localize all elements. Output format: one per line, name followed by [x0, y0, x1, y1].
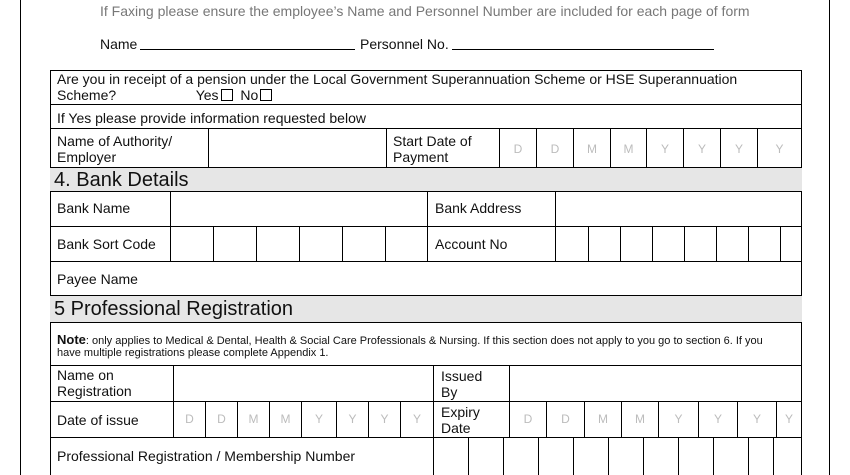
sort-code-cell[interactable]: [256, 226, 299, 261]
pension-question-cont: Scheme?: [57, 87, 117, 103]
expiry-date-cell[interactable]: Y: [698, 401, 737, 437]
issue-date-cell[interactable]: Y: [368, 401, 400, 437]
expiry-date-label-cont: Date: [441, 420, 471, 436]
start-date-cell[interactable]: D: [499, 129, 536, 168]
bank-name-label: Bank Name: [57, 200, 131, 216]
start-date-cell[interactable]: M: [610, 129, 646, 168]
fax-instruction: If Faxing please ensure the employee’s Name and Personnel Number are included for each page of form: [100, 3, 750, 19]
issue-date-cell[interactable]: Y: [301, 401, 336, 437]
if-yes-instruction: If Yes please provide information requested below: [57, 110, 366, 126]
start-date-cell[interactable]: Y: [646, 129, 683, 168]
membership-number-cell[interactable]: [713, 437, 748, 475]
issue-date-cell[interactable]: M: [269, 401, 301, 437]
membership-number-cell[interactable]: [748, 437, 773, 475]
start-date-cell[interactable]: Y: [757, 129, 801, 168]
bank-details-heading: 4. Bank Details: [50, 168, 802, 191]
account-number-cell[interactable]: [620, 226, 652, 261]
expiry-date-cell[interactable]: M: [584, 401, 621, 437]
sort-code-label: Bank Sort Code: [57, 236, 156, 252]
expiry-date-cell[interactable]: D: [546, 401, 584, 437]
expiry-date-label: Expiry: [441, 404, 480, 420]
name-on-registration-label: Name on: [57, 367, 114, 383]
bank-address-label: Bank Address: [435, 200, 522, 216]
membership-number-cell[interactable]: [678, 437, 713, 475]
membership-number-cell[interactable]: [643, 437, 678, 475]
start-date-cell[interactable]: Y: [683, 129, 720, 168]
authority-label: Name of Authority/: [57, 133, 173, 149]
membership-number-label: Professional Registration / Membership Number: [57, 448, 356, 464]
start-date-cell[interactable]: M: [573, 129, 610, 168]
payee-name-field[interactable]: [170, 262, 801, 295]
personnel-number-field[interactable]: [452, 36, 714, 50]
sort-code-cell[interactable]: [342, 226, 385, 261]
payee-name-label: Payee Name: [57, 271, 138, 287]
expiry-date-cell[interactable]: Y: [776, 401, 801, 437]
sort-code-cell[interactable]: [213, 226, 256, 261]
start-date-label-cont: Payment: [393, 149, 449, 165]
authority-label-cont: Employer: [57, 149, 117, 165]
sort-code-cell[interactable]: [170, 226, 213, 261]
sort-code-cell[interactable]: [299, 226, 342, 261]
yes-label: Yes: [195, 87, 219, 103]
expiry-date-cell[interactable]: Y: [737, 401, 776, 437]
professional-registration-heading: 5 Professional Registration: [50, 296, 802, 322]
note-label: Note: [57, 332, 86, 347]
date-of-issue-label: Date of issue: [57, 412, 139, 428]
authority-field[interactable]: [209, 129, 386, 167]
issued-by-field[interactable]: [510, 366, 801, 400]
membership-number-cell[interactable]: [433, 437, 468, 475]
bank-name-field[interactable]: [171, 192, 427, 225]
issue-date-cell[interactable]: Y: [400, 401, 433, 437]
professional-note: [57, 334, 763, 347]
expiry-date-cell[interactable]: M: [621, 401, 658, 437]
no-label: No: [240, 87, 259, 103]
account-number-cell[interactable]: [748, 226, 780, 261]
account-number-cell[interactable]: [684, 226, 716, 261]
expiry-date-cell[interactable]: D: [509, 401, 546, 437]
note-text: : only applies to Medical & Dental, Health & Social Care Professionals & Nursing. If this section does not apply to you go to section 6. If you: [85, 335, 763, 347]
membership-number-cell[interactable]: [608, 437, 643, 475]
personnel-number-label: Personnel No.: [360, 36, 449, 52]
issued-by-label: Issued: [441, 368, 483, 384]
membership-number-cell[interactable]: [468, 437, 503, 475]
account-number-cell[interactable]: [780, 226, 801, 261]
issue-date-cell[interactable]: D: [205, 401, 237, 437]
issue-date-cell[interactable]: M: [237, 401, 269, 437]
name-on-registration-label-cont: Registration: [57, 383, 132, 399]
issue-date-cell[interactable]: Y: [336, 401, 368, 437]
name-on-registration-field[interactable]: [174, 366, 433, 400]
issued-by-label-cont: By: [441, 384, 458, 400]
start-date-cell[interactable]: Y: [720, 129, 757, 168]
sort-code-cell[interactable]: [385, 226, 427, 261]
no-checkbox[interactable]: [260, 89, 272, 101]
bank-address-field[interactable]: [556, 192, 801, 225]
name-label: Name: [100, 36, 138, 52]
professional-note-cont: have multiple registrations please complete Appendix 1.: [57, 347, 329, 359]
account-number-cell[interactable]: [652, 226, 684, 261]
membership-number-cell[interactable]: [538, 437, 573, 475]
account-number-cell[interactable]: [555, 226, 588, 261]
start-date-label: Start Date of: [393, 133, 472, 149]
start-date-cell[interactable]: D: [536, 129, 573, 168]
membership-number-cell[interactable]: [773, 437, 801, 475]
pension-question: Are you in receipt of a pension under the Local Government Superannuation Scheme or HSE Superannuation: [57, 71, 738, 87]
issue-date-cell[interactable]: D: [173, 401, 205, 437]
account-number-cell[interactable]: [716, 226, 748, 261]
account-no-label: Account No: [435, 236, 508, 252]
account-number-cell[interactable]: [588, 226, 620, 261]
expiry-date-cell[interactable]: Y: [658, 401, 698, 437]
name-field[interactable]: [140, 36, 355, 50]
membership-number-cell[interactable]: [503, 437, 538, 475]
membership-number-cell[interactable]: [573, 437, 608, 475]
yes-checkbox[interactable]: [221, 89, 233, 101]
